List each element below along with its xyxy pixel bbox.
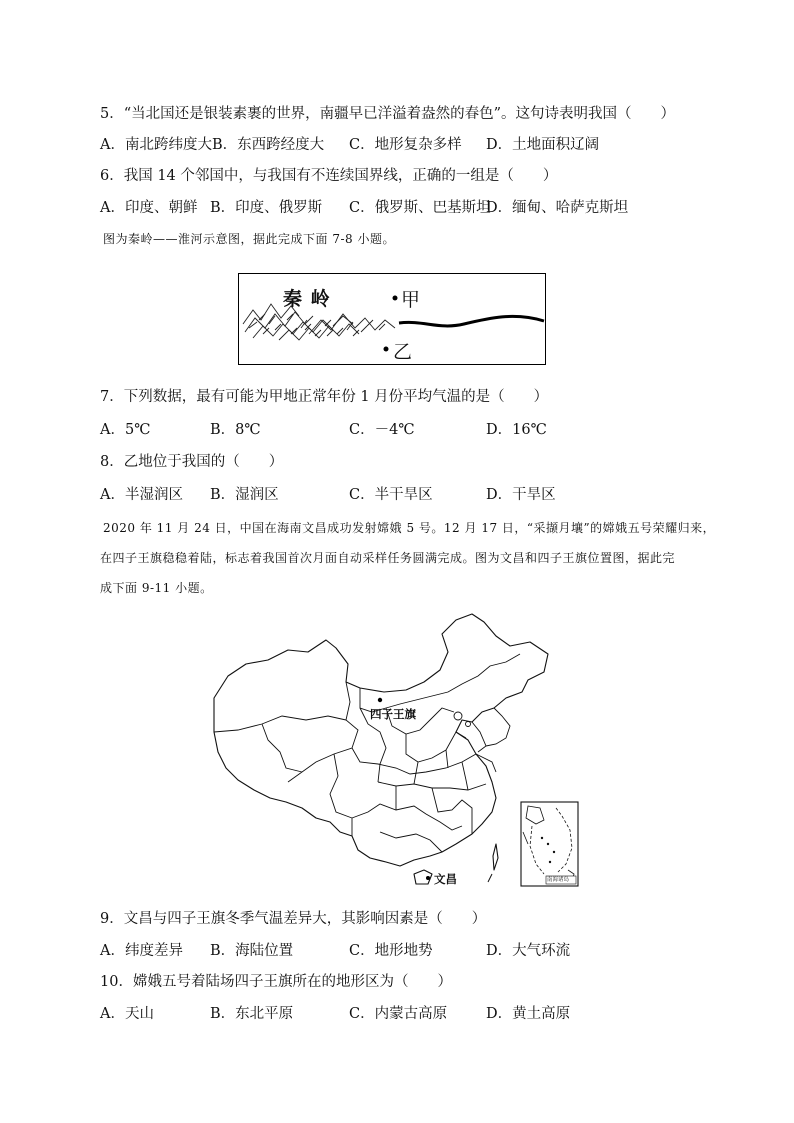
intro-9-11-line1: 2020 年 11 月 24 日，中国在海南文昌成功发射嫦娥 5 号。12 月 17 日，“采撷月壤”的嫦娥五号荣耀归来， — [103, 521, 716, 535]
option-b[interactable]: B．8℃ — [210, 422, 261, 438]
question-9-stem: 9．文昌与四子王旗冬季气温差异大，其影响因素是（ ） — [100, 911, 487, 927]
option-d[interactable]: D．黄土高原 — [486, 1006, 571, 1022]
option-a[interactable]: A．纬度差异 — [100, 943, 183, 959]
option-c[interactable]: C．俄罗斯、巴基斯坦 — [349, 200, 491, 216]
question-10-stem: 10．嫦娥五号着陆场四子王旗所在的地形区为（ ） — [100, 974, 452, 990]
option-c[interactable]: C．地形复杂多样 — [349, 137, 462, 153]
question-8-stem: 8．乙地位于我国的（ ） — [100, 454, 284, 470]
option-d[interactable]: D．缅甸、哈萨克斯坦 — [486, 200, 629, 216]
option-c[interactable]: C．内蒙古高原 — [349, 1006, 448, 1022]
intro-7-8: 图为秦岭——淮河示意图，据此完成下面 7-8 小题。 — [103, 232, 395, 246]
wenchang-label: 文昌 — [434, 872, 457, 886]
qinling-huaihe-figure — [238, 273, 546, 365]
option-b[interactable]: B．印度、俄罗斯 — [210, 200, 323, 216]
option-b[interactable]: B．海陆位置 — [210, 943, 294, 959]
intro-9-11-line2: 在四子王旗稳稳着陆，标志着我国首次月面自动采样任务圆满完成。图为文昌和四子王旗位置图，据此完 — [100, 551, 676, 565]
question-5-stem: 5．“当北国还是银装素裹的世界，南疆早已洋溢着盎然的春色”。这句诗表明我国（ ） — [100, 106, 676, 122]
inset-label: 南海诸岛 — [547, 877, 570, 883]
option-a[interactable]: A．半湿润区 — [100, 487, 183, 503]
china-location-map — [210, 612, 582, 892]
option-d[interactable]: D．大气环流 — [486, 943, 571, 959]
option-c[interactable]: C．－4℃ — [349, 422, 415, 438]
qinling-label: 秦 岭 — [283, 288, 331, 310]
point-jia-label: 甲 — [401, 289, 421, 311]
option-b[interactable]: B．东北平原 — [210, 1006, 294, 1022]
option-c[interactable]: C．半干旱区 — [349, 487, 433, 503]
intro-9-11-line3: 成下面 9-11 小题。 — [100, 581, 213, 595]
option-c[interactable]: C．地形地势 — [349, 943, 433, 959]
question-6-stem: 6．我国 14 个邻国中，与我国有不连续国界线，正确的一组是（ ） — [100, 168, 558, 184]
option-a[interactable]: A．天山 — [100, 1006, 154, 1022]
question-7-stem: 7．下列数据，最有可能为甲地正常年份 1 月份平均气温的是（ ） — [100, 389, 549, 405]
option-a[interactable]: A．印度、朝鲜 — [100, 200, 198, 216]
china-outline-map — [210, 612, 582, 892]
option-d[interactable]: D．干旱区 — [486, 487, 556, 503]
option-a[interactable]: A．5℃ — [100, 422, 151, 438]
option-a[interactable]: A．南北跨纬度大 — [100, 137, 212, 153]
option-b[interactable]: B．东西跨经度大 — [212, 137, 325, 153]
option-b[interactable]: B．湿润区 — [210, 487, 279, 503]
option-d[interactable]: D．土地面积辽阔 — [486, 137, 600, 153]
point-yi-label: 乙 — [393, 341, 413, 363]
siziwangqi-label: 四子王旗 — [370, 707, 416, 721]
option-d[interactable]: D．16℃ — [486, 422, 547, 438]
